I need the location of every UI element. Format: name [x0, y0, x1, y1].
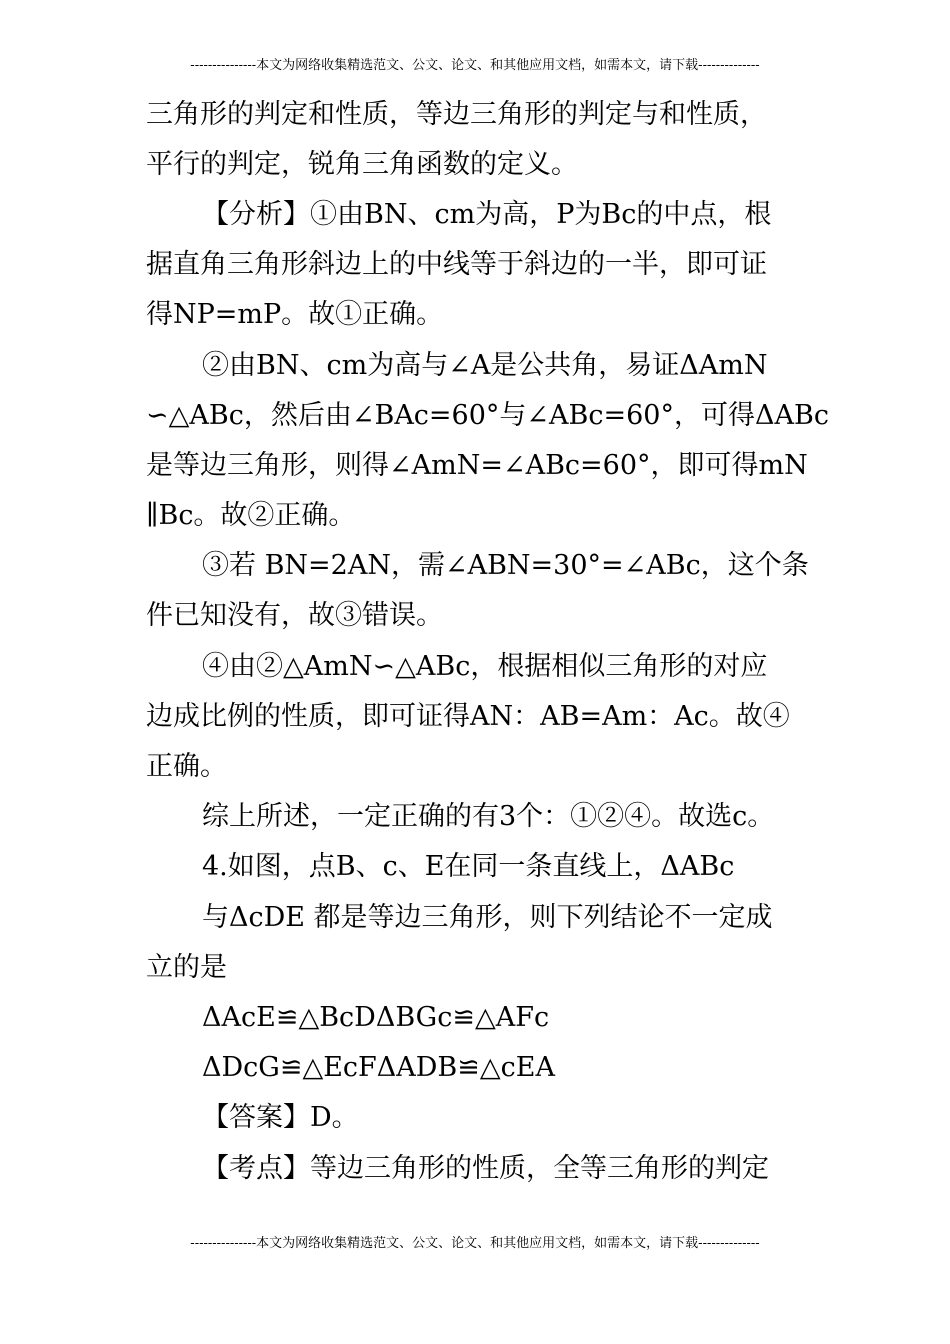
option-line: ΔAcE≌△BcDΔBGc≌△AFc	[202, 1002, 550, 1033]
text-line: 件已知没有，故③错误。	[146, 600, 443, 631]
text-line: 平行的判定，锐角三角函数的定义。	[146, 149, 578, 180]
text-line: 正确。	[146, 751, 227, 782]
text-line: 边成比例的性质，即可证得AN：AB=Am：Ac。故④	[146, 701, 790, 732]
text-line: 据直角三角形斜边上的中线等于斜边的一半，即可证	[146, 249, 767, 280]
text-line: ∽△ABc，然后由∠BAc=60°与∠ABc=60°，可得ΔABc	[146, 400, 829, 431]
text-line: ②由BN、cm为高与∠A是公共角，易证ΔAmN	[202, 350, 768, 381]
question-line: 4.如图，点B、c、E在同一条直线上，ΔABc	[202, 851, 735, 882]
text-line: ∥Bc。故②正确。	[146, 500, 356, 531]
question-line: 立的是	[146, 952, 227, 983]
topic-line: 【考点】等边三角形的性质，全等三角形的判定	[202, 1153, 769, 1184]
analysis-line: 【分析】①由BN、cm为高，P为Bc的中点，根	[202, 199, 772, 230]
header-banner: ---------------本文为网络收集精选范文、公文、论文、和其他应用文档，如需本文，请下载--------------	[190, 58, 760, 73]
text-line: ④由②△AmN∽△ABc，根据相似三角形的对应	[202, 651, 768, 682]
text-line: 是等边三角形，则得∠AmN=∠ABc=60°，即可得mN	[146, 450, 808, 481]
text-line: 得NP=mP。故①正确。	[146, 299, 444, 330]
footer-banner: ---------------本文为网络收集精选范文、公文、论文、和其他应用文档，如需本文，请下载--------------	[190, 1236, 760, 1251]
question-line: 与ΔcDE 都是等边三角形，则下列结论不一定成	[202, 902, 773, 933]
summary-line: 综上所述，一定正确的有3个：①②④。故选c。	[202, 801, 775, 832]
text-line: ③若 BN=2AN，需∠ABN=30°=∠ABc，这个条	[202, 550, 809, 581]
text-line: 三角形的判定和性质，等边三角形的判定与和性质，	[146, 99, 767, 130]
option-line: ΔDcG≌△EcFΔADB≌△cEA	[202, 1052, 555, 1083]
answer-line: 【答案】D。	[202, 1102, 359, 1133]
